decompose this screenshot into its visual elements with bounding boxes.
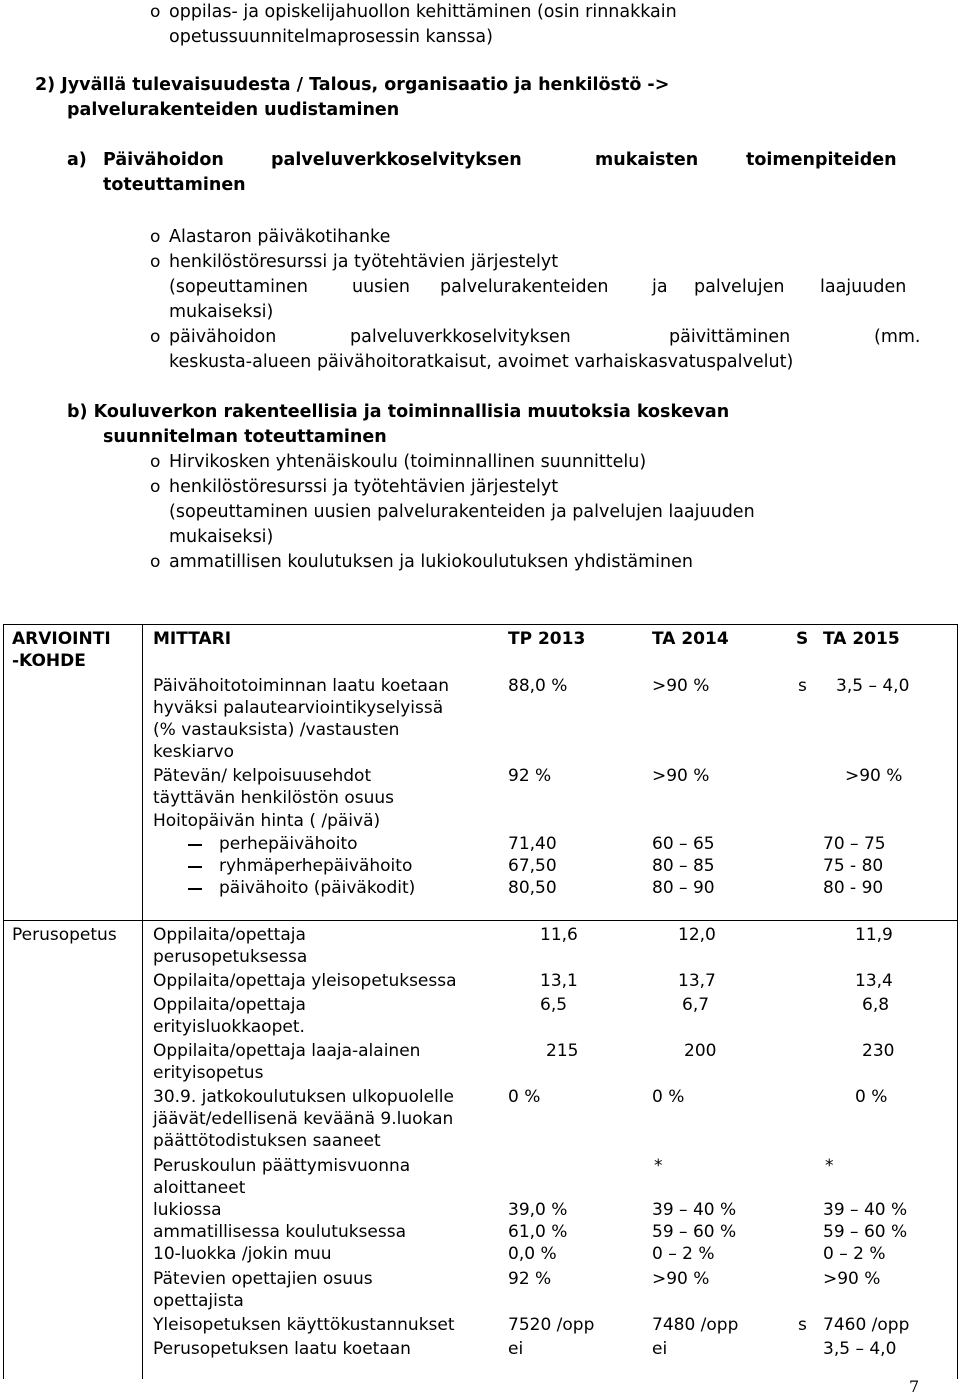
sub-a-item-2-j5: palvelujen — [694, 277, 785, 297]
bullet-icon: o — [150, 227, 161, 247]
sub-a-item-3-k2: palveluverkkoselvityksen — [350, 327, 571, 347]
p3-tp: 6,5 — [540, 995, 568, 1015]
dash-icon — [188, 844, 202, 846]
p1-metric-l1: Oppilaita/opettaja — [153, 925, 306, 945]
p5-tp: 0 % — [508, 1087, 541, 1107]
p1-metric-l2: perusopetuksessa — [153, 947, 308, 967]
p3-ta15: 6,8 — [862, 995, 890, 1015]
page-number: 7 — [909, 1377, 920, 1396]
sub-a-word-1: Päivähoidon — [103, 150, 224, 170]
bullet-icon: o — [150, 327, 161, 347]
p6-metric-l1: Peruskoulun päättymisvuonna — [153, 1156, 411, 1176]
p5-metric-l2: jäävät/edellisenä keväänä 9.luokan — [153, 1109, 454, 1129]
section-perusopetus: Perusopetus — [12, 925, 117, 945]
bullet-icon: o — [150, 552, 161, 572]
row3-ta15-2: 75 - 80 — [823, 856, 884, 876]
row3-tp-2: 67,50 — [508, 856, 557, 876]
table-section-divider — [3, 920, 958, 921]
row3-ta15-1: 70 – 75 — [823, 834, 886, 854]
header-tp2013: TP 2013 — [508, 629, 586, 649]
p9-ta15: 3,5 – 4,0 — [823, 1339, 897, 1359]
table-column-divider — [142, 624, 143, 1379]
intro-line-1: oppilas- ja opiskelijahuollon kehittäminen (osin rinnakkain — [169, 2, 677, 22]
p2-ta15: 13,4 — [855, 971, 893, 991]
row1-metric-l1: Päivähoitotoiminnan laatu koetaan — [153, 676, 450, 696]
row2-tp: 92 % — [508, 766, 552, 786]
p9-metric: Perusopetuksen laatu koetaan — [153, 1339, 411, 1359]
p6-ta14-1: 39 – 40 % — [652, 1200, 737, 1220]
p4-tp: 215 — [546, 1041, 579, 1061]
sub-a-word-2: palveluverkkoselvityksen — [271, 150, 522, 170]
row1-metric-l4: keskiarvo — [153, 742, 234, 762]
p7-tp: 92 % — [508, 1269, 552, 1289]
sub-a-item-2-j3: palvelurakenteiden — [440, 277, 609, 297]
sub-b-item-2-l3: mukaiseksi) — [169, 527, 274, 547]
row3-tp-1: 71,40 — [508, 834, 557, 854]
sub-a-item-3-end: keskusta-alueen päivähoitoratkaisut, avoimet varhaiskasvatuspalvelut) — [169, 352, 794, 372]
header-target-1: ARVIOINTI — [12, 629, 111, 649]
table-top-border — [3, 624, 958, 625]
p6-ta15-3: 0 – 2 % — [823, 1244, 886, 1264]
p5-metric-l1: 30.9. jatkokoulutuksen ulkopuolelle — [153, 1087, 454, 1107]
p6-ta14-2: 59 – 60 % — [652, 1222, 737, 1242]
p6-ta14-3: 0 – 2 % — [652, 1244, 715, 1264]
p8-ta15: 7460 /opp — [823, 1315, 910, 1335]
sub-a-item-2-j4: ja — [652, 277, 668, 297]
dash-icon — [188, 888, 202, 890]
p7-ta14: >90 % — [652, 1269, 710, 1289]
row3-item-1: perhepäivähoito — [219, 834, 358, 854]
sub-b-title-1: b) Kouluverkon rakenteellisia ja toiminnallisia muutoksia koskevan — [67, 402, 730, 422]
sub-a-word-4: toimenpiteiden — [746, 150, 897, 170]
row2-metric-l1: Pätevän/ kelpoisuusehdot — [153, 766, 372, 786]
p2-metric: Oppilaita/opettaja yleisopetuksessa — [153, 971, 457, 991]
row3-ta14-2: 80 – 85 — [652, 856, 715, 876]
bullet-icon: o — [150, 252, 161, 272]
sub-b-item-3: ammatillisen koulutuksen ja lukiokoulutuksen yhdistäminen — [169, 552, 693, 572]
p8-s: s — [798, 1315, 807, 1335]
sub-a-label: a) — [67, 150, 87, 170]
table-right-border — [957, 624, 958, 1379]
p8-tp: 7520 /opp — [508, 1315, 595, 1335]
bullet-icon: o — [150, 2, 161, 22]
p2-ta14: 13,7 — [678, 971, 716, 991]
row1-s: s — [798, 676, 807, 696]
row3-item-2: ryhmäperhepäivähoito — [219, 856, 413, 876]
row1-ta14: >90 % — [652, 676, 710, 696]
sub-a-title-2: toteuttaminen — [103, 175, 246, 195]
row1-tp: 88,0 % — [508, 676, 568, 696]
p9-ta14: ei — [652, 1339, 668, 1359]
p3-ta14: 6,7 — [682, 995, 710, 1015]
p5-metric-l3: päättötodistuksen saaneet — [153, 1131, 381, 1151]
row3-metric-head: Hoitopäivän hinta ( /päivä) — [153, 811, 381, 831]
p1-ta14: 12,0 — [678, 925, 716, 945]
section2-title-1: 2) Jyvällä tulevaisuudesta / Talous, organisaatio ja henkilöstö -> — [35, 75, 670, 95]
sub-a-item-3-k1: päivähoidon — [169, 327, 277, 347]
p3-metric-l2: erityisluokkaopet. — [153, 1017, 305, 1037]
p6-ta14-star: * — [654, 1156, 663, 1176]
p6-tp-3: 0,0 % — [508, 1244, 557, 1264]
row1-ta15: 3,5 – 4,0 — [836, 676, 910, 696]
sub-a-item-3-k3: päivittäminen — [669, 327, 791, 347]
intro-line-2: opetussuunnitelmaprosessin kanssa) — [169, 27, 493, 47]
table-left-border — [3, 624, 4, 1379]
p4-metric-l1: Oppilaita/opettaja laaja-alainen — [153, 1041, 421, 1061]
section2-title-2: palvelurakenteiden uudistaminen — [67, 100, 400, 120]
sub-a-item-2-j6: laajuuden — [820, 277, 907, 297]
p6-tp-1: 39,0 % — [508, 1200, 568, 1220]
p9-tp: ei — [508, 1339, 524, 1359]
row2-ta15: >90 % — [845, 766, 903, 786]
row3-ta14-3: 80 – 90 — [652, 878, 715, 898]
sub-a-word-3: mukaisten — [595, 150, 699, 170]
p6-metric-l2: aloittaneet — [153, 1178, 246, 1198]
p4-ta15: 230 — [862, 1041, 895, 1061]
p2-tp: 13,1 — [540, 971, 578, 991]
dash-icon — [188, 866, 202, 868]
p8-ta14: 7480 /opp — [652, 1315, 739, 1335]
row3-item-3: päivähoito (päiväkodit) — [219, 878, 416, 898]
p4-metric-l2: erityisopetus — [153, 1063, 264, 1083]
row1-metric-l2: hyväksi palautearviointikyselyissä — [153, 698, 444, 718]
header-target-2: -KOHDE — [12, 651, 86, 671]
p6-tp-2: 61,0 % — [508, 1222, 568, 1242]
sub-b-item-2: henkilöstöresurssi ja työtehtävien järjestelyt — [169, 477, 559, 497]
sub-b-item-2-l2: (sopeuttaminen uusien palvelurakenteiden ja palvelujen laajuuden — [169, 502, 755, 522]
p3-metric-l1: Oppilaita/opettaja — [153, 995, 306, 1015]
sub-a-item-3-k4: (mm. — [874, 327, 921, 347]
sub-b-title-2: suunnitelman toteuttaminen — [103, 427, 387, 447]
p6-ta15-1: 39 – 40 % — [823, 1200, 908, 1220]
row3-tp-3: 80,50 — [508, 878, 557, 898]
sub-a-item-2-j1: (sopeuttaminen — [169, 277, 308, 297]
bullet-icon: o — [150, 477, 161, 497]
sub-b-item-1: Hirvikosken yhtenäiskoulu (toiminnallinen suunnittelu) — [169, 452, 647, 472]
p1-ta15: 11,9 — [855, 925, 893, 945]
p6-metric-l5: 10-luokka /jokin muu — [153, 1244, 332, 1264]
header-metric: MITTARI — [153, 629, 232, 649]
p7-metric-l1: Pätevien opettajien osuus — [153, 1269, 373, 1289]
p7-ta15: >90 % — [823, 1269, 881, 1289]
sub-a-item-2: henkilöstöresurssi ja työtehtävien järjestelyt — [169, 252, 559, 272]
header-s: S — [796, 629, 809, 649]
p6-metric-l3: lukiossa — [153, 1200, 222, 1220]
row3-ta14-1: 60 – 65 — [652, 834, 715, 854]
p5-ta14: 0 % — [652, 1087, 685, 1107]
sub-a-item-2-end: mukaiseksi) — [169, 302, 274, 322]
p5-ta15: 0 % — [855, 1087, 888, 1107]
sub-a-item-1: Alastaron päiväkotihanke — [169, 227, 391, 247]
row2-metric-l2: täyttävän henkilöstön osuus — [153, 788, 395, 808]
sub-a-item-2-j2: uusien — [352, 277, 411, 297]
p6-ta15-2: 59 – 60 % — [823, 1222, 908, 1242]
header-ta2014: TA 2014 — [652, 629, 729, 649]
bullet-icon: o — [150, 452, 161, 472]
row3-ta15-3: 80 - 90 — [823, 878, 884, 898]
row1-metric-l3: (% vastauksista) /vastausten — [153, 720, 400, 740]
p6-metric-l4: ammatillisessa koulutuksessa — [153, 1222, 407, 1242]
p6-ta15-star: * — [825, 1156, 834, 1176]
p4-ta14: 200 — [684, 1041, 717, 1061]
p1-tp: 11,6 — [540, 925, 578, 945]
row2-ta14: >90 % — [652, 766, 710, 786]
p7-metric-l2: opettajista — [153, 1291, 244, 1311]
header-ta2015: TA 2015 — [823, 629, 900, 649]
p8-metric: Yleisopetuksen käyttökustannukset — [153, 1315, 455, 1335]
